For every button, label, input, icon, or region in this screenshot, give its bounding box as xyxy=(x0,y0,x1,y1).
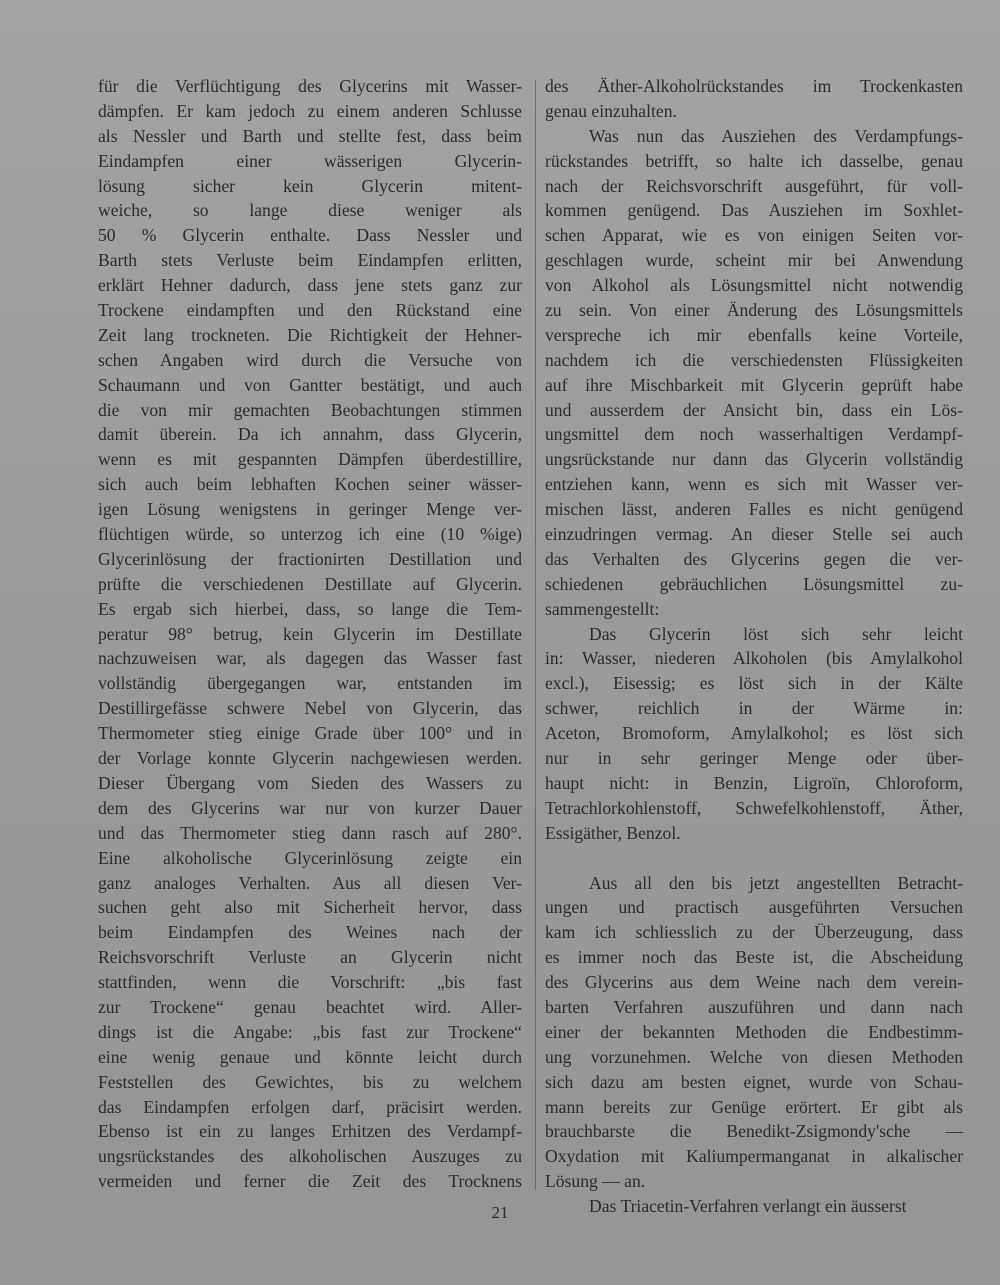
left-column-line: Zeit lang trockneten. Die Richtigkeit der Hehner- xyxy=(98,324,522,345)
left-column-line: erklärt Hehner dadurch, dass jene stets ganz zur xyxy=(98,275,522,296)
left-column-line: suchen geht also mit Sicherheit hervor, dass xyxy=(98,897,522,918)
right-column-line: auf ihre Mischbarkeit mit Glycerin geprüft habe xyxy=(545,374,963,395)
column-divider xyxy=(535,80,536,1190)
right-column-line: entziehen kann, wenn es sich mit Wasser ver- xyxy=(545,474,963,495)
left-column-line: dämpfen. Er kam jedoch zu einem anderen Schlusse xyxy=(98,100,522,121)
left-column-line: wenn es mit gespannten Dämpfen überdestillire, xyxy=(98,449,522,470)
right-column-line: von Alkohol als Lösungsmittel nicht notwendig xyxy=(545,275,963,296)
left-column-line: Eine alkoholische Glycerinlösung zeigte ein xyxy=(98,847,522,868)
left-column-line: peratur 98° betrug, kein Glycerin im Destillate xyxy=(98,623,522,644)
left-column-line: Trockene eindampften und den Rückstand eine xyxy=(98,300,522,321)
right-column-line: Essigäther, Benzol. xyxy=(545,822,681,843)
left-column-line: das Eindampfen erfolgen darf, präcisirt werden. xyxy=(98,1096,522,1117)
left-column-line: dings ist die Angabe: „bis fast zur Trockene“ xyxy=(98,1021,522,1042)
right-column-line: Aceton, Bromoform, Amylalkohol; es löst sich xyxy=(545,723,963,744)
left-column-line: 50 % Glycerin enthalte. Dass Nessler und xyxy=(98,225,522,246)
left-column-line: Glycerinlösung der fractionirten Destillation und xyxy=(98,548,522,569)
right-column-line: und ausserdem der Ansicht bin, dass ein Lös- xyxy=(545,399,963,420)
left-column xyxy=(98,74,522,1194)
left-column-line: Ebenso ist ein zu langes Erhitzen des Verdampf- xyxy=(98,1121,522,1142)
page-number: 21 xyxy=(491,1203,509,1222)
left-column-line: flüchtigen würde, so unterzog ich eine (10 %ige) xyxy=(98,524,522,545)
right-column-line: Was nun das Ausziehen des Verdampfungs- xyxy=(589,125,963,146)
right-column-line: des Glycerins aus dem Weine nach dem verein- xyxy=(545,972,963,993)
right-column-line xyxy=(545,846,963,871)
right-column-line: nur in sehr geringer Menge oder über- xyxy=(545,748,963,769)
right-column-line: Das Triacetin-Verfahren verlangt ein äusserst xyxy=(589,1196,907,1217)
right-column-line: schwer, reichlich in der Wärme in: xyxy=(545,698,963,719)
left-column-line: Feststellen des Gewichtes, bis zu welchem xyxy=(98,1071,522,1092)
left-column-line: eine wenig genaue und könnte leicht durch xyxy=(98,1046,522,1067)
right-column-line: sammengestellt: xyxy=(545,598,660,619)
left-column-line: ganz analoges Verhalten. Aus all diesen Ver- xyxy=(98,872,522,893)
left-column-line: nachzuweisen war, als dagegen das Wasser fast xyxy=(98,648,522,669)
left-column-line: der Vorlage konnte Glycerin nachgewiesen werden. xyxy=(98,748,522,769)
right-column-line: Das Glycerin löst sich sehr leicht xyxy=(589,623,963,644)
left-column-line: vermeiden und ferner die Zeit des Trocknens xyxy=(98,1171,522,1192)
right-column-line: nach der Reichsvorschrift ausgeführt, für voll- xyxy=(545,175,963,196)
right-column-line: ung vorzunehmen. Welche von diesen Methoden xyxy=(545,1046,963,1067)
right-column-line: rückstandes betrifft, so halte ich dasselbe, genau xyxy=(545,150,963,171)
right-column-line: sich dazu am besten eignet, wurde von Schau- xyxy=(545,1071,963,1092)
right-column-line: mann bereits zur Genüge erörtert. Er gibt als xyxy=(545,1096,963,1117)
right-column-line: schiedenen gebräuchlichen Lösungsmittel zu- xyxy=(545,573,963,594)
right-column-line: kam ich schliesslich zu der Überzeugung, dass xyxy=(545,922,963,943)
left-column-line: Es ergab sich hierbei, dass, so lange die Tem- xyxy=(98,598,522,619)
left-column-line: damit überein. Da ich annahm, dass Glycerin, xyxy=(98,424,522,445)
right-column-line: ungen und practisch ausgeführten Versuchen xyxy=(545,897,963,918)
right-column-line: ungsmittel dem noch wasserhaltigen Verdampf- xyxy=(545,424,963,445)
left-column-line: stattfinden, wenn die Vorschrift: „bis fast xyxy=(98,972,522,993)
right-column-line: einer der bekannten Methoden die Endbestimm- xyxy=(545,1021,963,1042)
left-column-line: Reichsvorschrift Verluste an Glycerin nicht xyxy=(98,947,522,968)
left-column-line: zur Trockene“ genau beachtet wird. Aller- xyxy=(98,996,522,1017)
left-column-line: prüfte die verschiedenen Destillate auf Glycerin. xyxy=(98,573,522,594)
left-column-line: ungsrückstandes des alkoholischen Auszuges zu xyxy=(98,1146,522,1167)
right-column-line: haupt nicht: in Benzin, Ligroïn, Chloroform, xyxy=(545,772,963,793)
left-column-line: als Nessler und Barth und stellte fest, dass beim xyxy=(98,125,522,146)
right-column-line: barten Verfahren auszuführen und dann nach xyxy=(545,996,963,1017)
right-column-line: verspreche ich mir ebenfalls keine Vorteile, xyxy=(545,324,963,345)
right-column-line: es immer noch das Beste ist, die Abscheidung xyxy=(545,947,963,968)
right-column-line: genau einzuhalten. xyxy=(545,100,677,121)
left-column-line: weiche, so lange diese weniger als xyxy=(98,200,522,221)
left-column-line: für die Verflüchtigung des Glycerins mit Wasser- xyxy=(98,76,522,96)
right-column-line: zu sein. Von einer Änderung des Lösungsmittels xyxy=(545,300,963,321)
right-column-line: excl.), Eisessig; es löst sich in der Kälte xyxy=(545,673,963,694)
right-column-line: in: Wasser, niederen Alkoholen (bis Amylalkohol xyxy=(545,648,963,669)
left-column-line: dem des Glycerins war nur von kurzer Dauer xyxy=(98,797,522,818)
right-column xyxy=(545,74,963,1219)
left-column-line: Thermometer stieg einige Grade über 100° und in xyxy=(98,723,522,744)
right-column-line: Oxydation mit Kaliumpermanganat in alkalischer xyxy=(545,1146,963,1167)
left-column-line: und das Thermometer stieg dann rasch auf 280°. xyxy=(98,822,522,843)
right-column-line: Aus all den bis jetzt angestellten Betracht- xyxy=(589,872,963,893)
right-column-line: ungsrückstande nur dann das Glycerin vollständig xyxy=(545,449,963,470)
right-column-line: Lösung — an. xyxy=(545,1171,646,1192)
left-column-line: vollständig übergegangen war, entstanden im xyxy=(98,673,522,694)
right-column-line: einzudringen vermag. An dieser Stelle sei auch xyxy=(545,524,963,545)
left-column-line: Eindampfen einer wässerigen Glycerin- xyxy=(98,150,522,171)
left-column-line: Dieser Übergang vom Sieden des Wassers zu xyxy=(98,772,522,793)
right-column-line: das Verhalten des Glycerins gegen die ver- xyxy=(545,548,963,569)
left-column-line: beim Eindampfen des Weines nach der xyxy=(98,922,522,943)
left-column-line: schen Angaben wird durch die Versuche von xyxy=(98,349,522,370)
right-column-line: geschlagen wurde, scheint mir bei Anwendung xyxy=(545,250,963,271)
right-column-line: nachdem ich die verschiedensten Flüssigkeiten xyxy=(545,349,963,370)
left-column-line: Destillirgefässe schwere Nebel von Glycerin, das xyxy=(98,698,522,719)
left-column-line: die von mir gemachten Beobachtungen stimmen xyxy=(98,399,522,420)
right-column-line: brauchbarste die Benedikt-Zsigmondy'sche — xyxy=(545,1121,963,1142)
left-column-line: lösung sicher kein Glycerin mitent- xyxy=(98,175,522,196)
left-column-line: Schaumann und von Gantter bestätigt, und auch xyxy=(98,374,522,395)
right-column-line: des Äther-Alkoholrückstandes im Trockenkasten xyxy=(545,76,963,96)
right-column-line: mischen lässt, anderen Falles es nicht genügend xyxy=(545,499,963,520)
left-column-line: Barth stets Verluste beim Eindampfen erlitten, xyxy=(98,250,522,271)
left-column-line: sich auch beim lebhaften Kochen seiner wässer- xyxy=(98,474,522,495)
right-column-line: kommen genügend. Das Ausziehen im Soxhlet- xyxy=(545,200,963,221)
right-column-line: Tetrachlorkohlenstoff, Schwefelkohlenstoff, Äther, xyxy=(545,797,963,818)
left-column-line: igen Lösung wenigstens in geringer Menge ver- xyxy=(98,499,522,520)
right-column-line: schen Apparat, wie es von einigen Seiten vor- xyxy=(545,225,963,246)
